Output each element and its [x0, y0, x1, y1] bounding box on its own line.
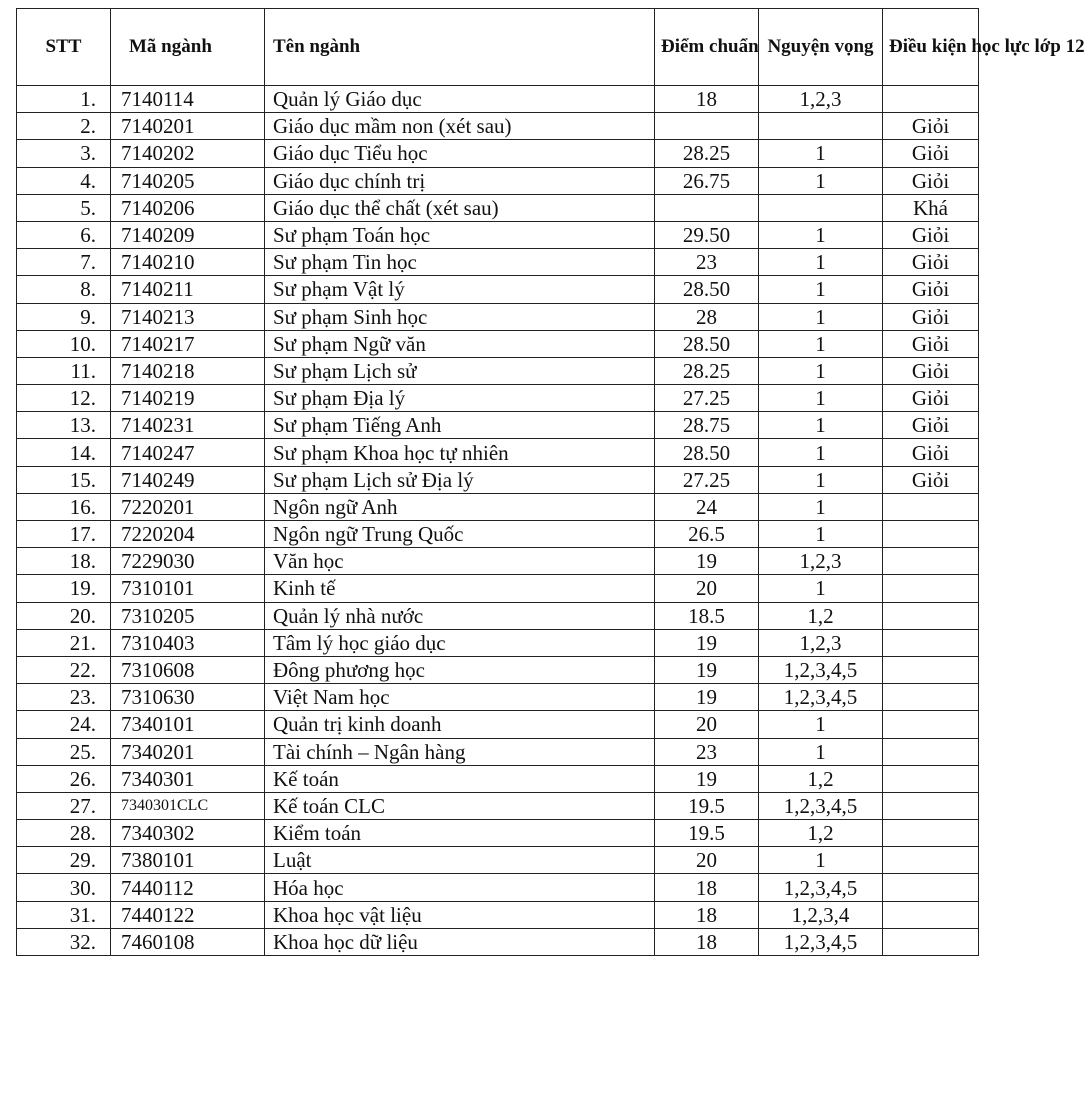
cell-cutoff-score: 28.25: [655, 140, 759, 167]
cell-major-code: 7140247: [111, 439, 265, 466]
cell-stt: 17.: [17, 521, 111, 548]
cell-major-name: Luật: [265, 847, 655, 874]
cell-stt: 30.: [17, 874, 111, 901]
cell-major-code: 7310205: [111, 602, 265, 629]
cell-cutoff-score: 19: [655, 684, 759, 711]
admission-score-table: [16, 8, 1085, 956]
table-row: [17, 521, 979, 548]
cell-grade-condition: [883, 629, 979, 656]
cell-stt: 15.: [17, 466, 111, 493]
cell-cutoff-score: 28.50: [655, 439, 759, 466]
cell-grade-condition: [883, 738, 979, 765]
cell-major-name: Kế toán CLC: [265, 792, 655, 819]
table-row: [17, 847, 979, 874]
cell-stt: 13.: [17, 412, 111, 439]
cell-grade-condition: Giỏi: [883, 466, 979, 493]
cell-grade-condition: [883, 656, 979, 683]
cell-stt: 14.: [17, 439, 111, 466]
cell-major-name: Ngôn ngữ Trung Quốc: [265, 521, 655, 548]
cell-preference: [759, 113, 883, 140]
cell-stt: 16.: [17, 493, 111, 520]
header-preference: Nguyện vọng: [759, 9, 883, 86]
cell-grade-condition: [883, 847, 979, 874]
cell-major-name: Sư phạm Lịch sử Địa lý: [265, 466, 655, 493]
cell-major-name: Đông phương học: [265, 656, 655, 683]
table-row: [17, 412, 979, 439]
cell-major-code: 7140209: [111, 221, 265, 248]
cell-cutoff-score: 18: [655, 86, 759, 113]
cell-grade-condition: [883, 493, 979, 520]
cell-grade-condition: Giỏi: [883, 167, 979, 194]
table-row: [17, 330, 979, 357]
cell-grade-condition: Khá: [883, 194, 979, 221]
cell-major-code: 7140219: [111, 385, 265, 412]
cell-grade-condition: Giỏi: [883, 249, 979, 276]
cell-major-name: Văn học: [265, 548, 655, 575]
cell-stt: 3.: [17, 140, 111, 167]
cell-major-code: 7140201: [111, 113, 265, 140]
cell-stt: 24.: [17, 711, 111, 738]
cell-stt: 8.: [17, 276, 111, 303]
cell-major-code: 7340201: [111, 738, 265, 765]
cell-preference: 1,2: [759, 820, 883, 847]
cell-major-code: 7440122: [111, 901, 265, 928]
table-row: [17, 684, 979, 711]
cell-grade-condition: [883, 874, 979, 901]
cell-major-name: Giáo dục mầm non (xét sau): [265, 113, 655, 140]
cell-major-code: 7140249: [111, 466, 265, 493]
cell-preference: 1: [759, 412, 883, 439]
cell-major-code: 7140231: [111, 412, 265, 439]
cell-stt: 27.: [17, 792, 111, 819]
cell-cutoff-score: 27.25: [655, 385, 759, 412]
cell-grade-condition: [883, 86, 979, 113]
cell-grade-condition: Giỏi: [883, 303, 979, 330]
cell-major-code: 7229030: [111, 548, 265, 575]
cell-cutoff-score: 28.50: [655, 330, 759, 357]
cell-cutoff-score: 18: [655, 874, 759, 901]
cell-cutoff-score: 26.75: [655, 167, 759, 194]
cell-grade-condition: [883, 928, 979, 955]
cell-grade-condition: Giỏi: [883, 330, 979, 357]
cell-major-name: Tài chính – Ngân hàng: [265, 738, 655, 765]
cell-preference: 1: [759, 167, 883, 194]
header-major-code: Mã ngành: [111, 9, 265, 86]
cell-grade-condition: Giỏi: [883, 221, 979, 248]
cell-cutoff-score: [655, 113, 759, 140]
cell-grade-condition: Giỏi: [883, 140, 979, 167]
cell-cutoff-score: 20: [655, 847, 759, 874]
table-row: [17, 711, 979, 738]
cell-stt: 10.: [17, 330, 111, 357]
cell-major-name: Giáo dục thể chất (xét sau): [265, 194, 655, 221]
cell-stt: 26.: [17, 765, 111, 792]
cell-major-name: Sư phạm Ngữ văn: [265, 330, 655, 357]
cell-preference: [759, 194, 883, 221]
cell-cutoff-score: 28.50: [655, 276, 759, 303]
cell-stt: 2.: [17, 113, 111, 140]
cell-major-code: 7310101: [111, 575, 265, 602]
cell-major-name: Sư phạm Sinh học: [265, 303, 655, 330]
cell-major-name: Giáo dục chính trị: [265, 167, 655, 194]
table-row: [17, 656, 979, 683]
cell-preference: 1,2,3: [759, 629, 883, 656]
cell-major-name: Sư phạm Toán học: [265, 221, 655, 248]
cell-major-code: 7220204: [111, 521, 265, 548]
cell-grade-condition: Giỏi: [883, 439, 979, 466]
table-row: [17, 113, 979, 140]
cell-major-code: 7140210: [111, 249, 265, 276]
cell-major-code: 7140114: [111, 86, 265, 113]
cell-major-code: 7140213: [111, 303, 265, 330]
cell-preference: 1: [759, 738, 883, 765]
cell-preference: 1: [759, 575, 883, 602]
cell-major-code: 7140202: [111, 140, 265, 167]
table-row: [17, 167, 979, 194]
cell-stt: 6.: [17, 221, 111, 248]
cell-major-code: 7340101: [111, 711, 265, 738]
table-row: [17, 86, 979, 113]
cell-preference: 1: [759, 385, 883, 412]
cell-major-code: 7310630: [111, 684, 265, 711]
table-row: [17, 548, 979, 575]
header-stt: STT: [17, 9, 111, 86]
cell-stt: 11.: [17, 357, 111, 384]
cell-stt: 4.: [17, 167, 111, 194]
cell-cutoff-score: [655, 194, 759, 221]
cell-grade-condition: [883, 901, 979, 928]
cell-cutoff-score: 28.25: [655, 357, 759, 384]
cell-preference: 1: [759, 439, 883, 466]
table-row: [17, 765, 979, 792]
cell-preference: 1,2,3,4,5: [759, 874, 883, 901]
table-body: [17, 86, 979, 956]
cell-major-name: Sư phạm Vật lý: [265, 276, 655, 303]
cell-major-code: 7340302: [111, 820, 265, 847]
cell-preference: 1,2,3,4: [759, 901, 883, 928]
cell-stt: 31.: [17, 901, 111, 928]
cell-preference: 1: [759, 303, 883, 330]
cell-stt: 28.: [17, 820, 111, 847]
cell-major-code: 7380101: [111, 847, 265, 874]
cell-major-code: 7440112: [111, 874, 265, 901]
cell-major-code: 7340301CLC: [111, 792, 265, 819]
cell-major-name: Hóa học: [265, 874, 655, 901]
cell-stt: 22.: [17, 656, 111, 683]
cell-major-name: Ngôn ngữ Anh: [265, 493, 655, 520]
cell-major-name: Sư phạm Tin học: [265, 249, 655, 276]
cell-preference: 1,2,3,4,5: [759, 656, 883, 683]
cell-grade-condition: [883, 602, 979, 629]
cell-grade-condition: Giỏi: [883, 113, 979, 140]
cell-major-name: Quản trị kinh doanh: [265, 711, 655, 738]
cell-cutoff-score: 18: [655, 901, 759, 928]
cell-cutoff-score: 19: [655, 656, 759, 683]
cell-preference: 1: [759, 847, 883, 874]
cell-grade-condition: Giỏi: [883, 412, 979, 439]
cell-preference: 1,2: [759, 765, 883, 792]
table-row: [17, 901, 979, 928]
cell-stt: 1.: [17, 86, 111, 113]
cell-cutoff-score: 19.5: [655, 792, 759, 819]
table-row: [17, 140, 979, 167]
header-grade-condition: Điều kiện học lực lớp 12: [883, 9, 979, 86]
header-row: [17, 9, 979, 86]
cell-preference: 1,2,3: [759, 86, 883, 113]
cell-major-name: Việt Nam học: [265, 684, 655, 711]
cell-major-name: Quản lý Giáo dục: [265, 86, 655, 113]
table-row: [17, 439, 979, 466]
cell-grade-condition: [883, 765, 979, 792]
cell-major-name: Kiểm toán: [265, 820, 655, 847]
cell-stt: 25.: [17, 738, 111, 765]
cell-grade-condition: [883, 820, 979, 847]
cell-stt: 12.: [17, 385, 111, 412]
cell-preference: 1,2,3,4,5: [759, 792, 883, 819]
cell-major-name: Khoa học dữ liệu: [265, 928, 655, 955]
cell-stt: 5.: [17, 194, 111, 221]
cell-major-code: 7310403: [111, 629, 265, 656]
cell-cutoff-score: 18: [655, 928, 759, 955]
table-row: [17, 602, 979, 629]
cell-preference: 1,2: [759, 602, 883, 629]
cell-major-name: Kế toán: [265, 765, 655, 792]
table-row: [17, 249, 979, 276]
table-row: [17, 493, 979, 520]
cell-major-code: 7140206: [111, 194, 265, 221]
table-row: [17, 575, 979, 602]
cell-major-name: Khoa học vật liệu: [265, 901, 655, 928]
cell-grade-condition: [883, 792, 979, 819]
cell-preference: 1: [759, 521, 883, 548]
table-row: [17, 303, 979, 330]
cell-major-code: 7140205: [111, 167, 265, 194]
table-row: [17, 357, 979, 384]
cell-grade-condition: [883, 548, 979, 575]
table-row: [17, 276, 979, 303]
cell-cutoff-score: 20: [655, 575, 759, 602]
cell-stt: 29.: [17, 847, 111, 874]
cell-preference: 1: [759, 357, 883, 384]
table-header: [17, 9, 1085, 86]
cell-major-code: 7140217: [111, 330, 265, 357]
cell-major-code: 7220201: [111, 493, 265, 520]
cell-major-code: 7460108: [111, 928, 265, 955]
cell-cutoff-score: 29.50: [655, 221, 759, 248]
header-major-name: Tên ngành: [265, 9, 655, 86]
cell-cutoff-score: 18.5: [655, 602, 759, 629]
cell-preference: 1: [759, 711, 883, 738]
cell-stt: 9.: [17, 303, 111, 330]
cell-cutoff-score: 27.25: [655, 466, 759, 493]
cell-preference: 1: [759, 493, 883, 520]
cell-major-name: Sư phạm Khoa học tự nhiên: [265, 439, 655, 466]
cell-preference: 1,2,3,4,5: [759, 928, 883, 955]
cell-major-name: Kinh tế: [265, 575, 655, 602]
cell-preference: 1: [759, 276, 883, 303]
cell-preference: 1: [759, 466, 883, 493]
cell-cutoff-score: 28.75: [655, 412, 759, 439]
cell-grade-condition: Giỏi: [883, 357, 979, 384]
cell-preference: 1: [759, 249, 883, 276]
cell-major-name: Tâm lý học giáo dục: [265, 629, 655, 656]
table-row: [17, 466, 979, 493]
cell-grade-condition: [883, 711, 979, 738]
table-row: [17, 874, 979, 901]
cell-grade-condition: [883, 521, 979, 548]
cell-stt: 19.: [17, 575, 111, 602]
cell-grade-condition: Giỏi: [883, 385, 979, 412]
cell-cutoff-score: 19.5: [655, 820, 759, 847]
cell-preference: 1: [759, 330, 883, 357]
cell-cutoff-score: 23: [655, 249, 759, 276]
cell-cutoff-score: 20: [655, 711, 759, 738]
header-cutoff-score: Điểm chuẩn: [655, 9, 759, 86]
cell-stt: 21.: [17, 629, 111, 656]
table-row: [17, 792, 979, 819]
table-row: [17, 738, 979, 765]
table-row: [17, 820, 979, 847]
cell-cutoff-score: 26.5: [655, 521, 759, 548]
table-row: [17, 928, 979, 955]
cell-major-name: Giáo dục Tiểu học: [265, 140, 655, 167]
table-row: [17, 194, 979, 221]
cell-preference: 1: [759, 221, 883, 248]
cell-cutoff-score: 23: [655, 738, 759, 765]
cell-stt: 18.: [17, 548, 111, 575]
cell-major-name: Sư phạm Địa lý: [265, 385, 655, 412]
cell-cutoff-score: 19: [655, 629, 759, 656]
cell-stt: 32.: [17, 928, 111, 955]
cell-cutoff-score: 28: [655, 303, 759, 330]
cell-stt: 20.: [17, 602, 111, 629]
cell-grade-condition: [883, 684, 979, 711]
cell-grade-condition: [883, 575, 979, 602]
cell-major-name: Sư phạm Tiếng Anh: [265, 412, 655, 439]
cell-preference: 1,2,3: [759, 548, 883, 575]
table-row: [17, 629, 979, 656]
cell-cutoff-score: 24: [655, 493, 759, 520]
cell-cutoff-score: 19: [655, 548, 759, 575]
cell-major-code: 7340301: [111, 765, 265, 792]
cell-major-name: Quản lý nhà nước: [265, 602, 655, 629]
cell-major-code: 7140218: [111, 357, 265, 384]
table-row: [17, 221, 979, 248]
cell-preference: 1: [759, 140, 883, 167]
cell-major-code: 7310608: [111, 656, 265, 683]
cell-stt: 23.: [17, 684, 111, 711]
table-row: [17, 385, 979, 412]
cell-major-code: 7140211: [111, 276, 265, 303]
cell-grade-condition: Giỏi: [883, 276, 979, 303]
cell-major-name: Sư phạm Lịch sử: [265, 357, 655, 384]
cell-preference: 1,2,3,4,5: [759, 684, 883, 711]
cell-cutoff-score: 19: [655, 765, 759, 792]
cell-stt: 7.: [17, 249, 111, 276]
